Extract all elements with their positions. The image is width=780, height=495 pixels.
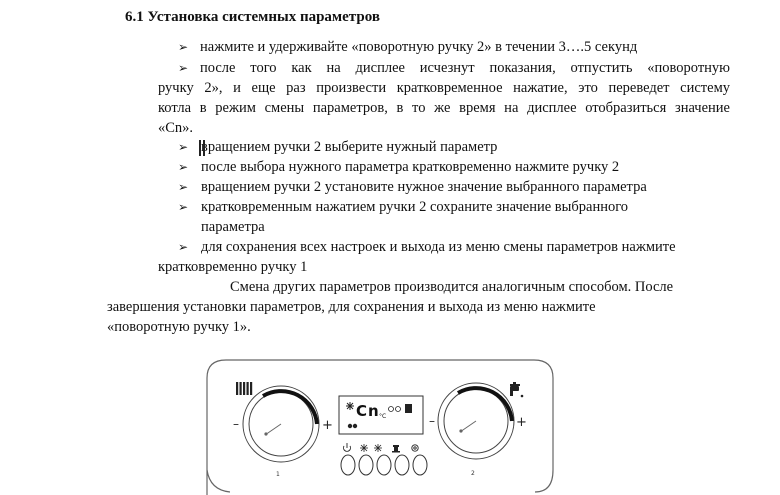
gear-icon <box>412 445 418 451</box>
button-power <box>341 455 355 475</box>
knob-2-plus: + <box>516 415 527 430</box>
reset-icon <box>392 445 400 453</box>
bullet-icon: ➢ <box>178 61 189 75</box>
bullet-icon: ➢ <box>178 200 189 214</box>
step-7-line-2: кратковременно ручку 1 <box>158 259 308 275</box>
button-reset <box>395 455 409 475</box>
closing-line-2: завершения установки параметров, для сохранения и выхода из меню нажмите <box>107 299 596 315</box>
step-1-line-1: нажмите и удерживайте «поворотную ручку 2» в течении 3….5 секунд <box>200 39 638 55</box>
step-2-line-1: после того как на дисплее исчезнут показания, отпустить «поворотную <box>200 60 730 76</box>
step-6-line-1: кратковременным нажатием ручки 2 сохраните значение выбранного <box>201 199 629 215</box>
radiator-icon <box>236 382 252 395</box>
bullet-icon: ➢ <box>178 160 189 174</box>
bullet-icon: ➢ <box>178 40 189 54</box>
knob-2-label: 2 <box>471 470 475 477</box>
button-summer <box>377 455 391 475</box>
step-6-line-2: параметра <box>201 219 265 235</box>
tap-icon <box>510 382 523 397</box>
knob-1-plus: + <box>322 418 333 433</box>
lcd-unit: °C <box>379 413 387 420</box>
battery-icon <box>405 404 412 413</box>
lcd-value: Cn <box>356 402 380 420</box>
knob-2[interactable] <box>438 383 514 459</box>
knob-2-minus: – <box>429 414 435 428</box>
snowflake-icon <box>346 402 354 410</box>
closing-line-3: «поворотную ручку 1». <box>107 319 251 335</box>
snowflake-sun-icon <box>360 444 368 452</box>
sun-icon <box>374 444 382 452</box>
step-3-line-1: вращением ручки 2 выберите нужный параметр <box>201 139 498 155</box>
knob-1[interactable] <box>243 386 319 462</box>
knob-1-minus: – <box>233 417 239 431</box>
bullet-icon: ➢ <box>178 180 189 194</box>
button-winter <box>359 455 373 475</box>
step-2-line-4: «Cn». <box>158 120 194 136</box>
step-7-line-1: для сохранения всех настроек и выхода из меню смены параметров нажмите <box>201 239 676 255</box>
knob-1-label: 1 <box>276 471 280 478</box>
bullet-icon: ➢ <box>178 140 189 154</box>
power-icon <box>344 443 351 451</box>
button-settings <box>413 455 427 475</box>
section-title: 6.1 Установка системных параметров <box>125 9 380 25</box>
step-5-line-1: вращением ручки 2 установите нужное значение выбранного параметра <box>201 179 647 195</box>
step-2-line-2: ручку 2», и еще раз произвести кратковременное нажатие, это переведет систему <box>158 80 730 96</box>
bullet-icon: ➢ <box>178 240 189 254</box>
closing-line-1: Смена других параметров производится аналогичным способом. После <box>230 279 674 295</box>
step-4-line-1: после выбора нужного параметра кратковременно нажмите ручку 2 <box>201 159 620 175</box>
step-2-line-3: котла в режим смены параметров, в то же время на дисплее отобразиться значение <box>158 100 730 116</box>
